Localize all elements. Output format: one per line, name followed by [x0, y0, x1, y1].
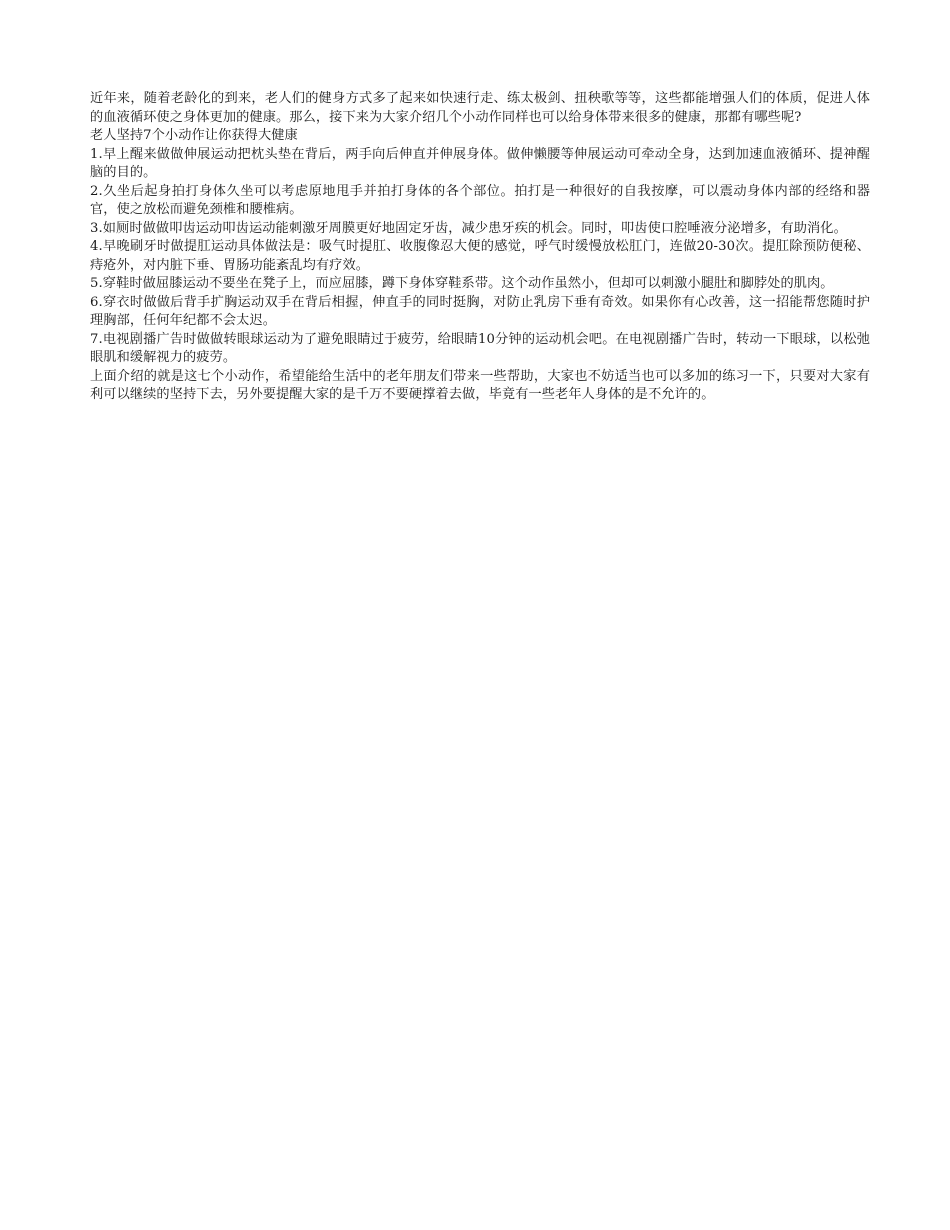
conclusion-paragraph: 上面介绍的就是这七个小动作，希望能给生活中的老年朋友们带来一些帮助，大家也不妨适当也可以多加的练习一下，只要对大家有利可以继续的坚持下去，另外要提醒大家的是千万不要硬撑着去做，毕竟有一些老年人身体的是不允许的。: [90, 368, 870, 402]
list-item-6: 6.穿衣时做做后背手扩胸运动双手在背后相握，伸直手的同时挺胸，对防止乳房下垂有奇效。如果你有心改善，这一招能帮您随时护理胸部，任何年纪都不会太迟。: [90, 294, 870, 328]
list-item-7: 7.电视剧播广告时做做转眼球运动为了避免眼睛过于疲劳，给眼睛10分钟的运动机会吧。在电视剧播广告时，转动一下眼球，以松弛眼肌和缓解视力的疲劳。: [90, 331, 870, 365]
document-body: [90, 90, 870, 405]
list-item-4: 4.早晚刷牙时做提肛运动具体做法是：吸气时提肛、收腹像忍大便的感觉，呼气时缓慢放松肛门，连做20-30次。提肛除预防便秘、痔疮外，对内脏下垂、胃肠功能紊乱均有疗效。: [90, 239, 870, 273]
article-heading: 老人坚持7个小动作让你获得大健康: [90, 128, 298, 143]
list-item-2: 2.久坐后起身拍打身体久坐可以考虑原地甩手并拍打身体的各个部位。拍打是一种很好的自我按摩，可以震动身体内部的经络和器官，使之放松而避免颈椎和腰椎病。: [90, 183, 870, 217]
intro-paragraph: 近年来，随着老龄化的到来，老人们的健身方式多了起来如快速行走、练太极剑、扭秧歌等等，这些都能增强人们的体质，促进人体的血液循环使之身体更加的健康。那么，接下来为大家介绍几个小动作同样也可以给身体带来很多的健康，那都有哪些呢?: [90, 91, 870, 125]
list-item-5: 5.穿鞋时做屈膝运动不要坐在凳子上，而应屈膝，蹲下身体穿鞋系带。这个动作虽然小，但却可以刺激小腿肚和脚脖处的肌肉。: [90, 276, 834, 291]
list-item-3: 3.如厕时做做叩齿运动叩齿运动能刺激牙周膜更好地固定牙齿，减少患牙疾的机会。同时，叩齿使口腔唾液分泌增多，有助消化。: [90, 220, 847, 236]
list-item-1: 1.早上醒来做做伸展运动把枕头垫在背后，两手向后伸直并伸展身体。做伸懒腰等伸展运动可牵动全身，达到加速血液循环、提神醒脑的目的。: [90, 146, 870, 180]
